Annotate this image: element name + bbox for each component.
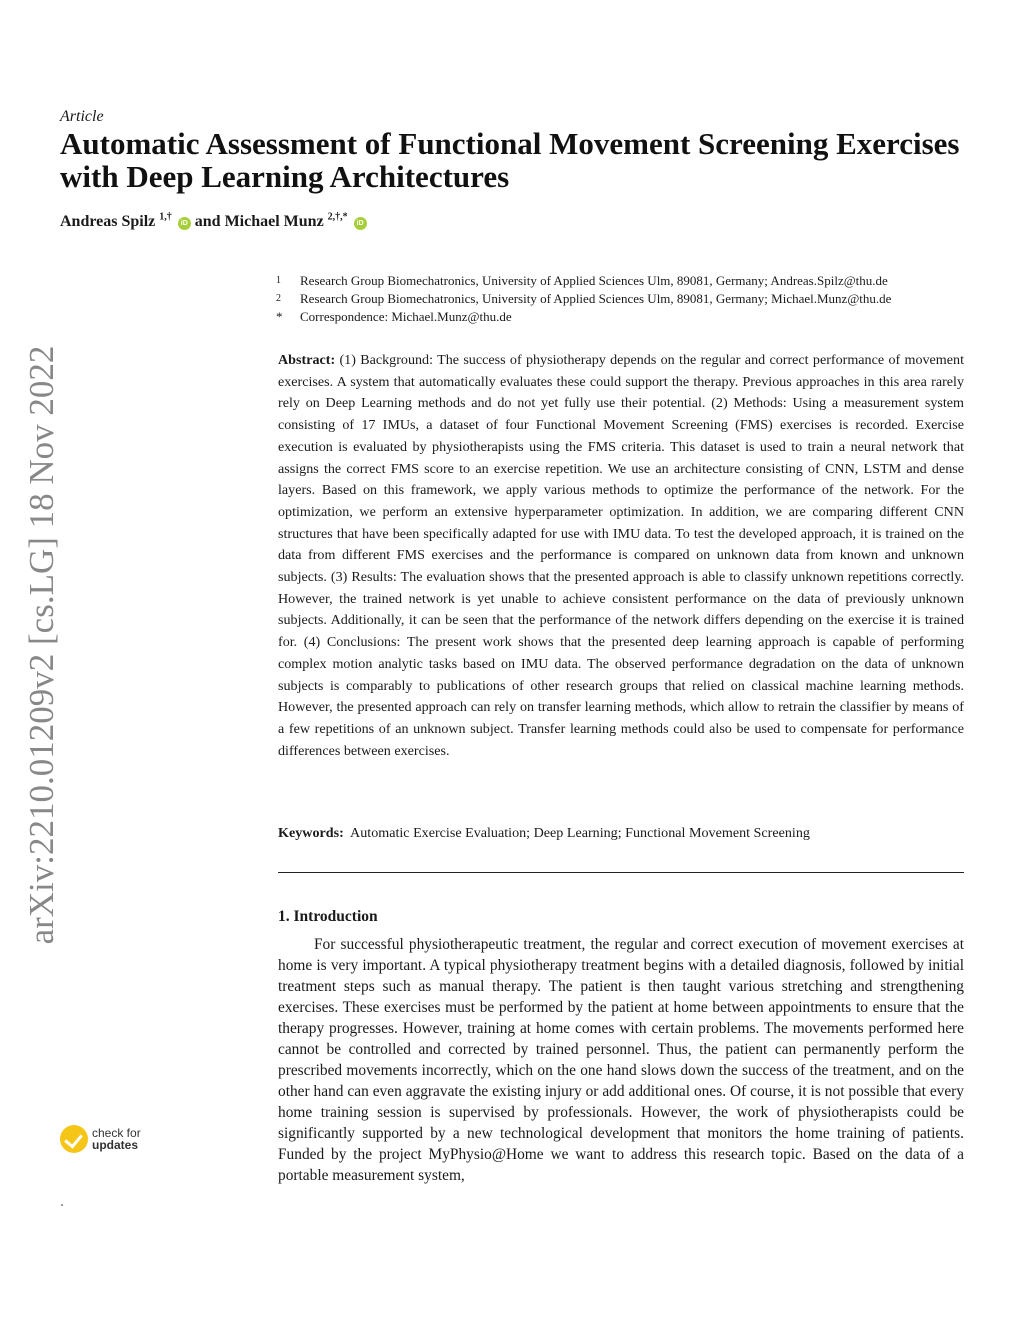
author-name: Michael Munz [224, 213, 324, 230]
abstract [278, 350, 964, 762]
correspondence-text: Correspondence: Michael.Munz@thu.de [300, 309, 512, 324]
author-affiliation-marks: 2,†,* [327, 211, 348, 223]
checkmark-icon [60, 1125, 88, 1153]
correspondence-item [276, 308, 891, 326]
page-dot [61, 1204, 63, 1206]
author-list [60, 213, 367, 231]
affiliation-mark: 2 [276, 293, 281, 304]
keywords-text: Automatic Exercise Evaluation; Deep Learning; Functional Movement Screening [350, 825, 810, 841]
check-updates-line1: check for [92, 1126, 141, 1140]
check-for-updates-label [92, 1127, 141, 1151]
affiliation-mark: * [276, 309, 283, 324]
section-divider [278, 872, 964, 873]
affiliation-text: Research Group Biomechatronics, University of Applied Sciences Ulm, 89081, Germany; Andreas.Spilz@thu.de [300, 273, 888, 288]
check-updates-line2: updates [92, 1138, 139, 1152]
orcid-icon[interactable]: iD [178, 217, 191, 230]
affiliations [276, 272, 891, 326]
orcid-icon[interactable]: iD [354, 217, 367, 230]
check-for-updates-badge[interactable] [60, 1125, 141, 1153]
author-affiliation-marks: 1,† [159, 211, 172, 223]
author-name: Andreas Spilz [60, 213, 156, 230]
affiliation-item [276, 272, 891, 290]
keywords [278, 825, 964, 842]
authors-connector: and [194, 213, 221, 230]
arxiv-identifier[interactable]: arXiv:2210.01209v2 [cs.LG] 18 Nov 2022 [22, 345, 61, 945]
section-heading: 1. Introduction [278, 908, 378, 925]
affiliation-mark: 1 [276, 275, 281, 286]
paper-title: Automatic Assessment of Functional Movement Screening Exercises with Deep Learning Architectures [60, 126, 960, 194]
keywords-label: Keywords: [278, 825, 344, 841]
abstract-label: Abstract: [278, 352, 336, 368]
abstract-text: (1) Background: The success of physiotherapy depends on the regular and correct performance of movement exercises. A system that automatically evaluates these could support the therapy. Previous approaches in this area rarely rely on Deep Learning methods and do not yet fully use their potential. (2) Methods: Using a measurement system consisting of 17 IMUs, a dataset of four Functional Movement Screening (FMS) exercises is recorded. Exercise execution is evaluated by physiotherapists using the FMS criteria. This dataset is used to train a neural network that assigns the correct FMS score to an exercise repetition. We use an architecture consisting of CNN, LSTM and dense layers. Based on this framework, we apply various methods to optimize the performance of the network. For the optimization, we perform an extensive hyperparameter optimization. In addition, we are comparing different CNN structures that have been specifically adapted for use with IMU data. To test the developed approach, it is trained on the data from different FMS exercises and the performance is compared on unknown data from known and unknown subjects. (3) Results: The evaluation shows that the presented approach is able to classify unknown repetitions correctly. However, the trained network is yet unable to achieve consistent performance on the data of previously unknown subjects. Additionally, it can be seen that the performance of the network differs depending on the exercise it is trained for. (4) Conclusions: The present work shows that the presented deep learning approach is capable of performing complex motion analytic tasks based on IMU data. The observed performance degradation on the data of unknown subjects is comparably to publications of other research groups that relied on classical machine learning methods. However, the presented approach can rely on transfer learning methods, which allow to retrain the classifier by means of a few repetitions of an unknown subject. Transfer learning methods could also be used to compensate for performance differences between exercises. [278, 352, 964, 759]
affiliation-item [276, 290, 891, 308]
introduction-paragraph: For successful physiotherapeutic treatment, the regular and correct execution of movement exercises at home is very important. A typical physiotherapy treatment begins with a detailed diagnosis, followed by initial treatment steps such as manual therapy. The patient is then taught various stretching and strengthening exercises. These exercises must be performed by the patient at home between appointments to ensure that the therapy progresses. However, training at home comes with certain problems. The movements performed here cannot be controlled and corrected by trained personnel. Thus, the patient can permanently perform the prescribed movements incorrectly, which on the one hand slows down the success of the treatment, and on the other hand can even aggravate the existing injury or add additional ones. Of course, it is not possible that every home training session is supervised by professionals. However, the work of physiotherapists could be significantly supported by a new technological development that monitors the home training of patients. Funded by the project MyPhysio@Home we want to address this research topic. Based on the data of a portable measurement system, [278, 936, 964, 1184]
affiliation-text: Research Group Biomechatronics, University of Applied Sciences Ulm, 89081, Germany; Michael.Munz@thu.de [300, 291, 892, 306]
article-type: Article [60, 108, 104, 125]
